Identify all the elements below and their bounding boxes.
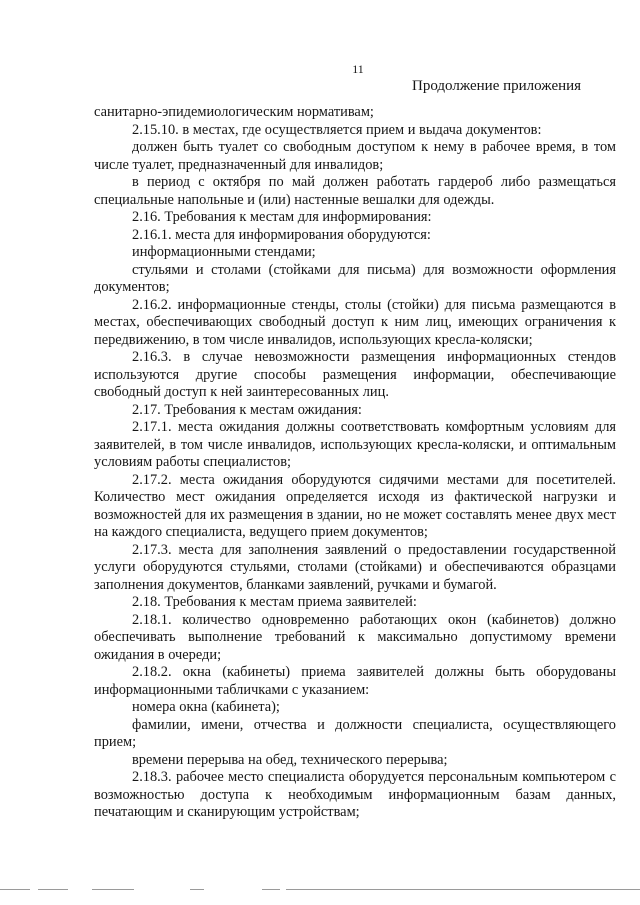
paragraph: 2.17.1. места ожидания должны соответствовать комфортным условиям для заявителей, в том числе инвалидов, использующих кресла-коляски, и оптимальным условиям работы специалистов; [94,419,616,470]
paragraph: санитарно-эпидемиологическим нормативам; [94,104,374,120]
section-heading: 2.16. Требования к местам для информирования: [132,209,432,225]
paragraph: номера окна (кабинета); [132,699,280,715]
paragraph: информационными стендами; [132,244,316,260]
paragraph: стульями и столами (стойками для письма) для возможности оформления документов; [94,261,616,295]
paragraph: 2.18.2. окна (кабинеты) приема заявителей должны быть оборудованы информационными табличками с указанием: [94,664,616,698]
paragraph: 2.17.2. места ожидания оборудуются сидячими местами для посетителей. Количество мест ожидания определяется исходя из фактической нагрузки и возможностей для их размещения в здании, но не может составлять менее двух мест на каждого специалиста, ведущего прием документов; [94,471,616,540]
paragraph: 2.18.3. рабочее место специалиста оборудуется персональным компьютером с возможностью доступа к необходимым информационным базам данных, печатающим и сканирующим устройствам; [94,769,616,820]
annex-continuation-label: Продолжение приложения [412,78,582,94]
paragraph: в период с октября по май должен работать гардероб либо размещаться специальные напольные и (или) настенные вешалки для одежды. [94,174,616,208]
section-heading: 2.17. Требования к местам ожидания: [132,401,362,418]
paragraph: времени перерыва на обед, технического перерыва; [132,751,448,768]
paragraph: 2.17.3. места для заполнения заявлений о предоставлении государственной услуги оборудуются стульями, столами (стойками) и обеспечиваются образцами заполнения документов, бланками заявлений, ручками и бумагой. [94,541,616,593]
paragraph: 2.18.1. количество одновременно работающих окон (кабинетов) должно обеспечивать выполнение требований к максимально допустимому времени ожидания в очереди; [94,611,616,663]
section-heading: 2.18. Требования к местам приема заявителей: [132,594,417,610]
paragraph: 2.16.3. в случае невозможности размещения информационных стендов используются другие способы размещения информации, обеспечивающие свободный доступ к ней заинтересованных лиц. [94,349,616,400]
scan-artifact [0,889,640,893]
page-number: 11 [352,62,364,76]
paragraph: 2.16.1. места для информирования оборудуются: [132,226,431,243]
paragraph: 2.15.10. в местах, где осуществляется прием и выдача документов: [132,121,542,138]
paragraph: фамилии, имени, отчества и должности специалиста, осуществляющего прием; [94,716,616,750]
document-body [94,104,616,822]
paragraph: 2.16.2. информационные стенды, столы (стойки) для письма размещаются в местах, обеспечивающих свободный доступ к ним лиц, имеющих ограничения к передвижению, в том числе инвалидов, использующих кресла-коляски; [94,296,616,348]
paragraph: должен быть туалет со свободным доступом к нему в рабочее время, в том числе туалет, предназначенный для инвалидов; [94,139,616,173]
